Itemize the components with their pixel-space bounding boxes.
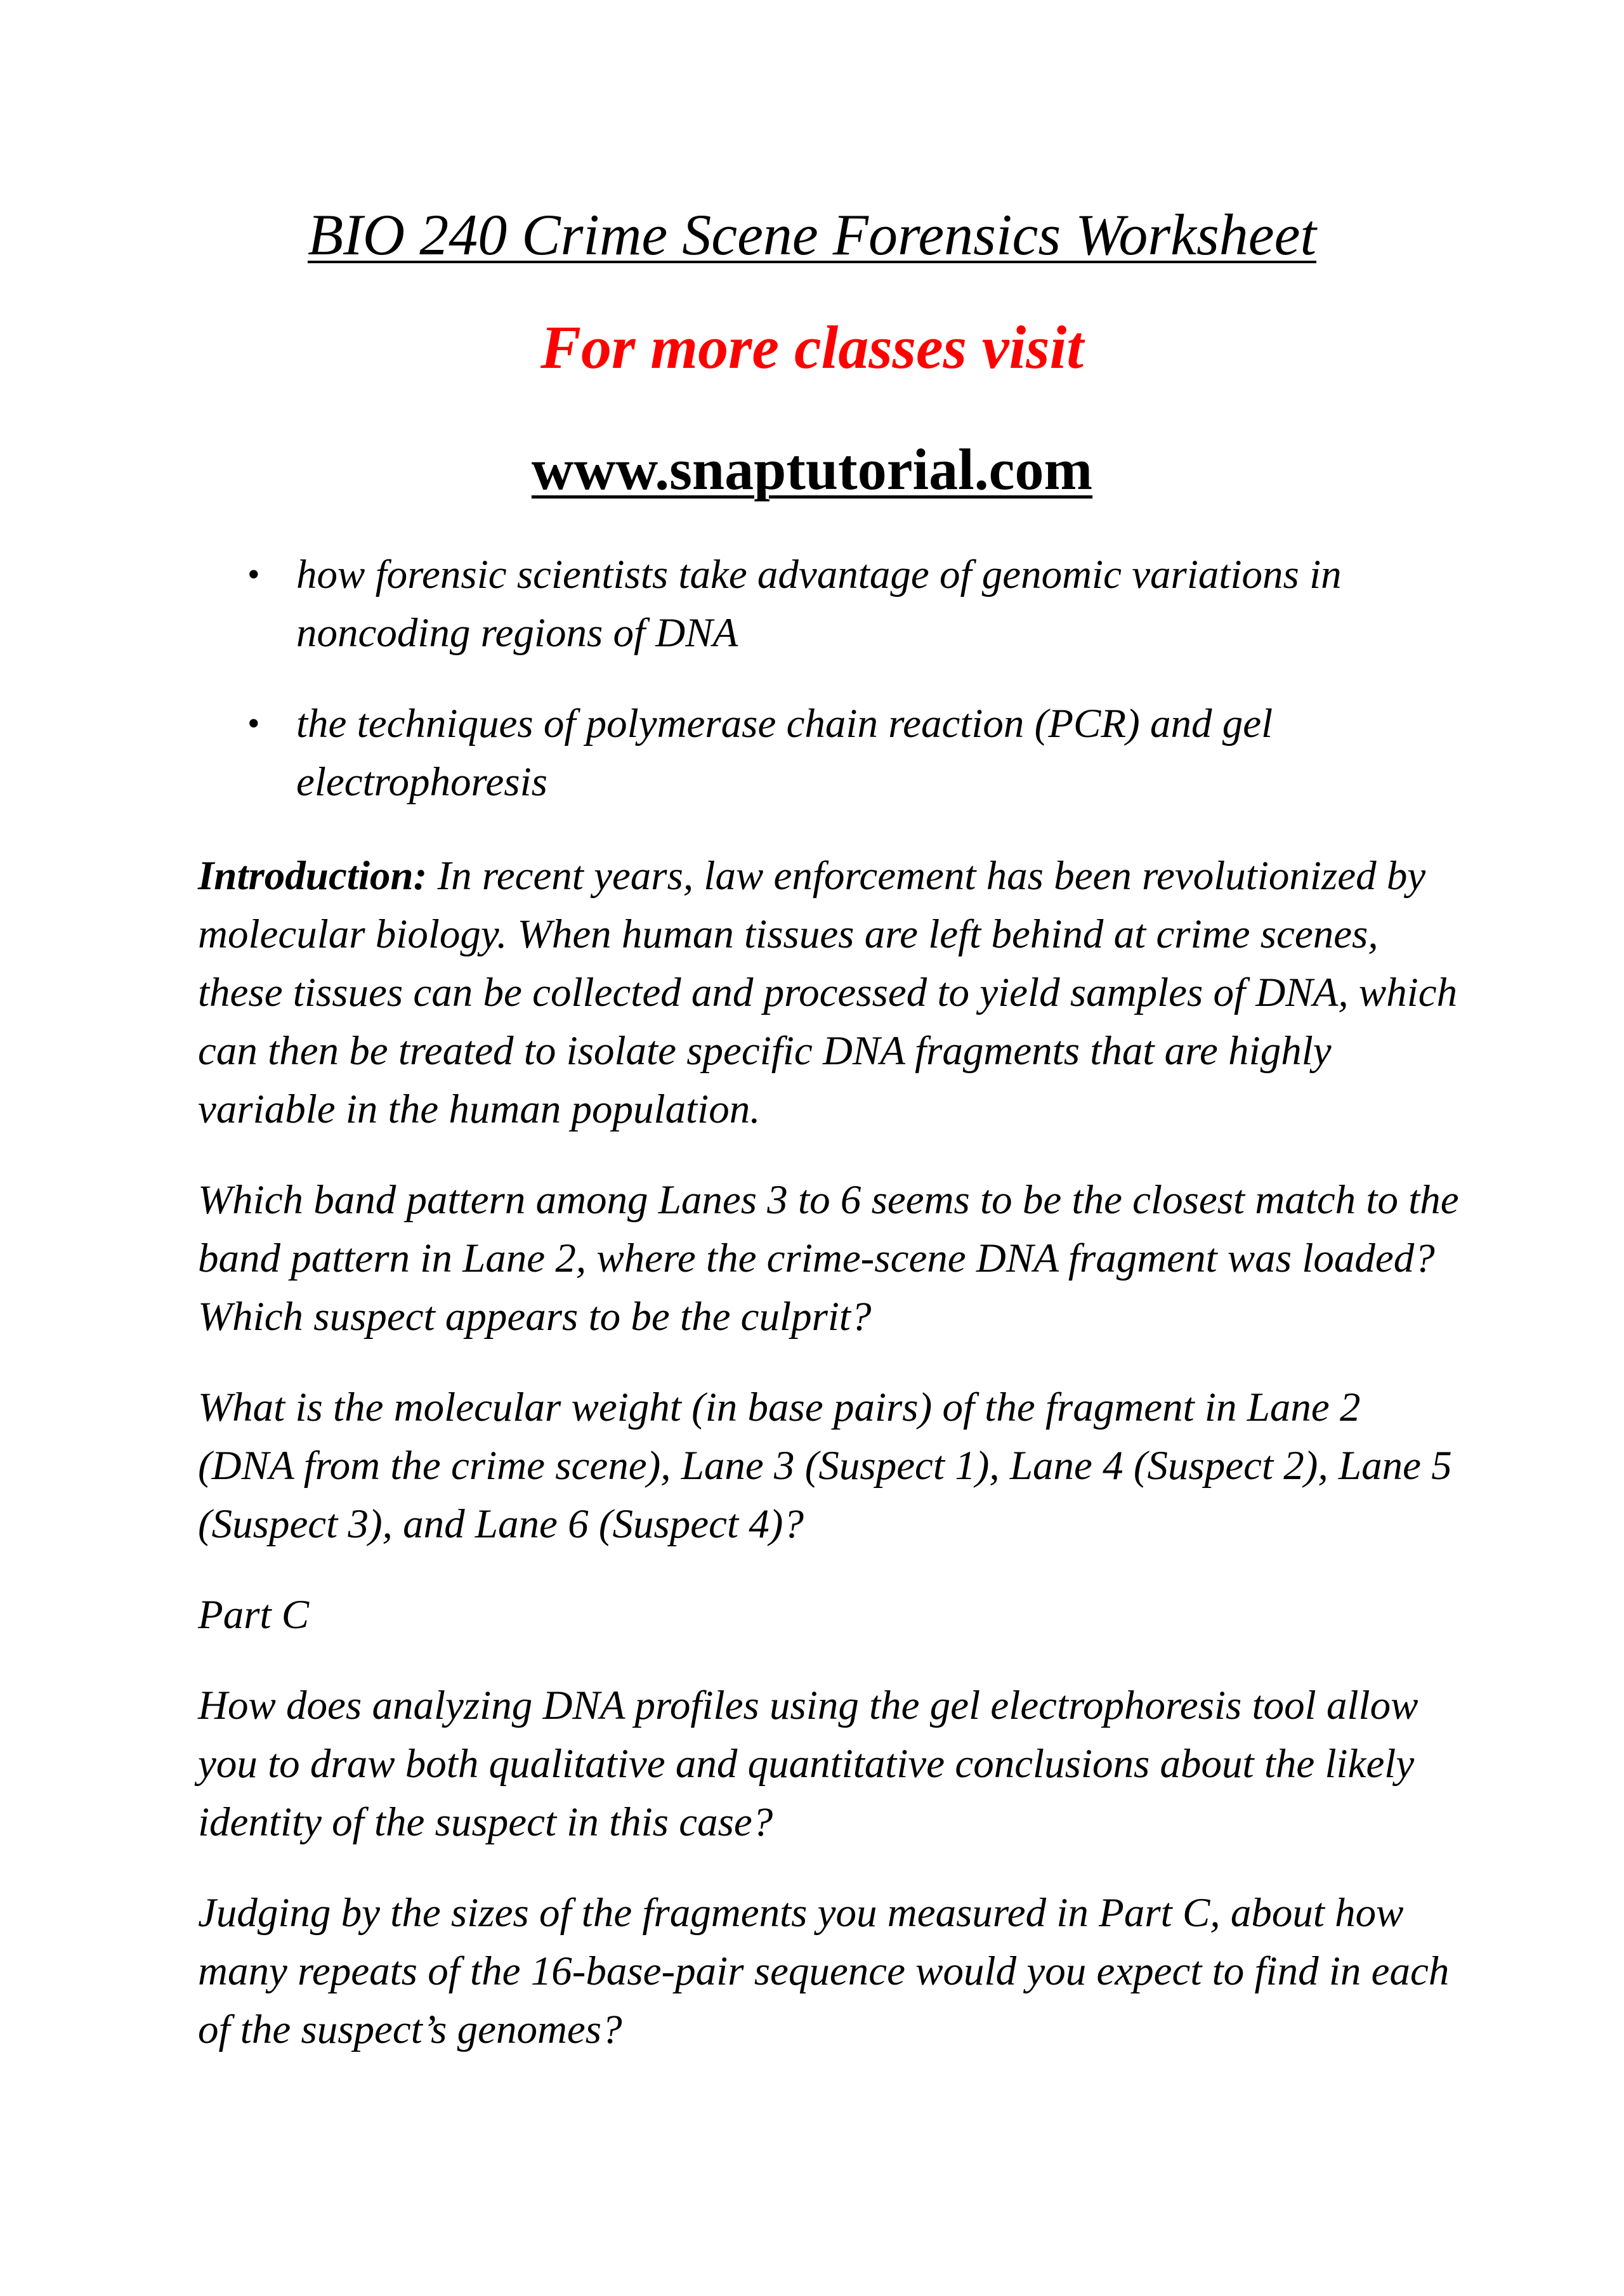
question-dna-profiles: How does analyzing DNA profiles using the gel electrophoresis tool allow you to draw both qualitative and quantitative conclusions about the likely identity of the suspect in this case? [198,1683,1418,1845]
document-body [198,847,1460,2091]
document-title [0,200,1624,270]
part-c-heading: Part C [198,1592,310,1638]
list-item-text: the techniques of polymerase chain reaction (PCR) and gel electrophoresis [296,701,1273,805]
introduction-paragraph [198,847,1460,1138]
introduction-label: Introduction: [198,853,428,899]
list-item [0,545,1624,662]
bullet-icon: • [247,704,260,743]
question-band-pattern: Which band pattern among Lanes 3 to 6 seems to be the closest match to the band pattern in Lane 2, where the crime-scene DNA fragment was loaded? Which suspect appears to be the culprit? [198,1177,1459,1340]
list-item [0,695,1624,811]
list-item-text: how forensic scientists take advantage of genomic variations in noncoding regions of DNA [296,552,1342,656]
introduction-text: In recent years, law enforcement has been revolutionized by molecular biology. When human tissues are left behind at crime scenes, these tissues can be collected and processed to yield samples of DNA, which can then be treated to isolate specific DNA fragments that are highly variable in the human population. [198,853,1458,1132]
website-link-text[interactable]: www.snaptutorial.com [531,437,1093,502]
question-molecular-weight: What is the molecular weight (in base pairs) of the fragment in Lane 2 (DNA from the crime scene), Lane 3 (Suspect 1), Lane 4 (Suspect 2), Lane 5 (Suspect 3), and Lane 6 (Suspect 4)? [198,1385,1452,1547]
promo-text: For more classes visit [540,313,1084,381]
bullet-icon: • [247,555,260,594]
website-link[interactable] [0,434,1624,504]
objectives-list [0,545,1624,844]
document-title-text: BIO 240 Crime Scene Forensics Worksheet [307,202,1317,267]
question-repeats: Judging by the sizes of the fragments you measured in Part C, about how many repeats of the 16-base-pair sequence would you expect to find in each of the suspect’s genomes? [198,1890,1450,2052]
